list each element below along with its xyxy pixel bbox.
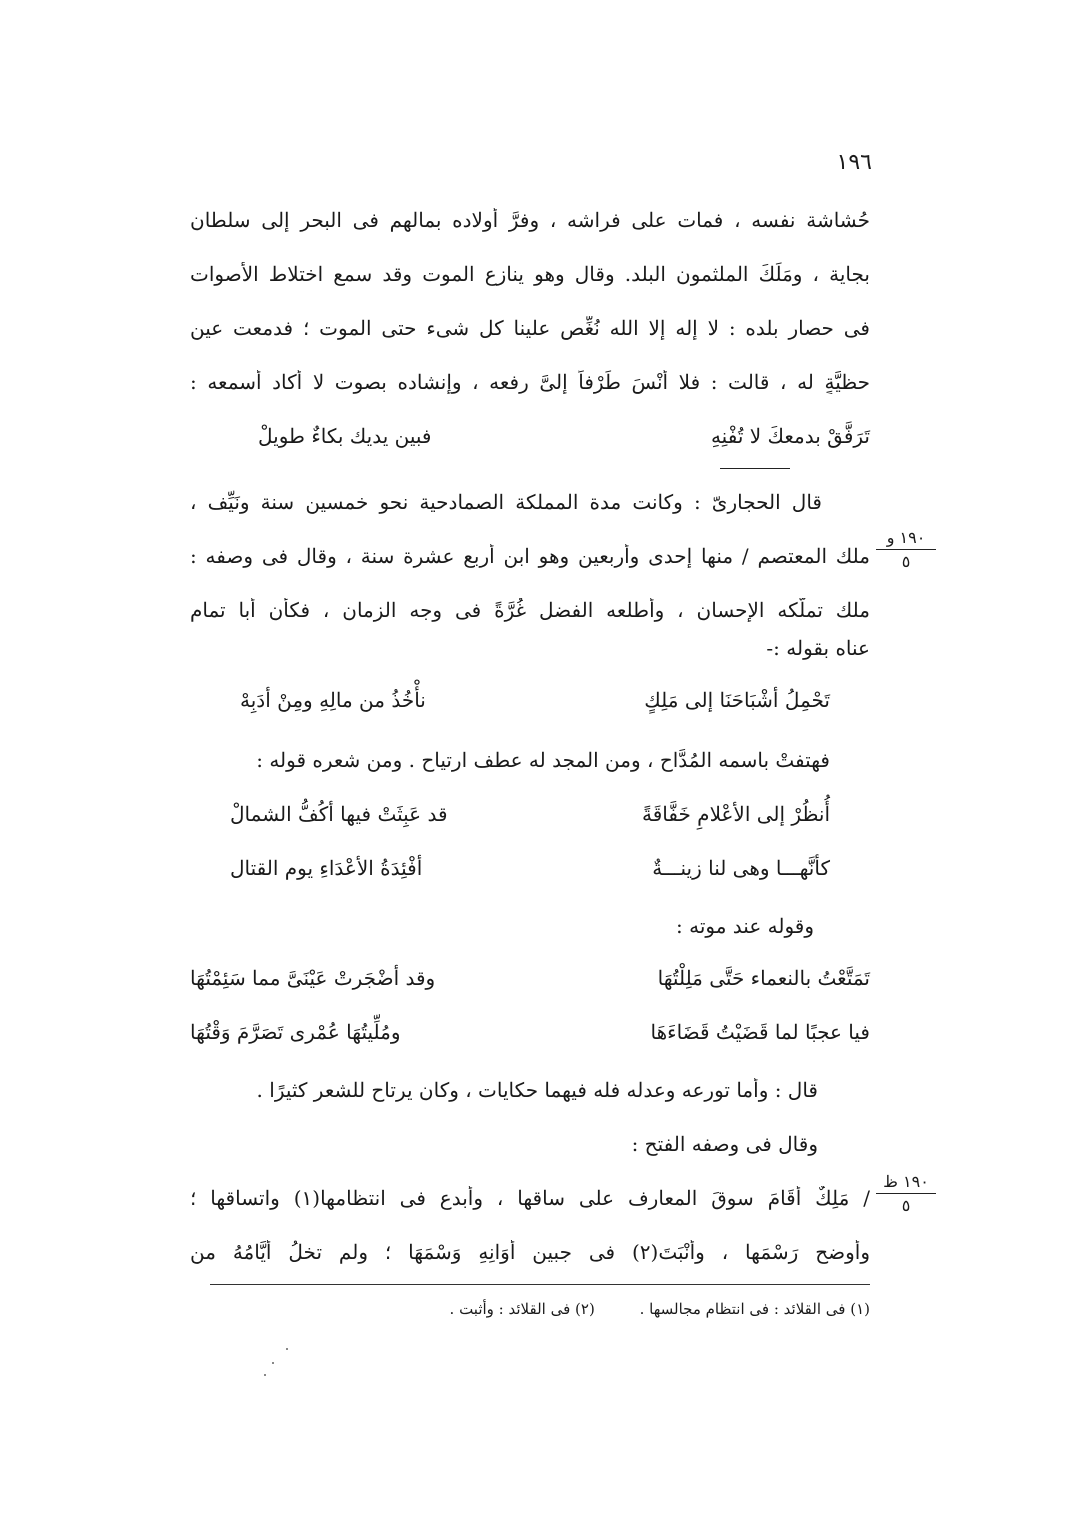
text-line: ملك المعتصم / منها إحدى وأربعين وهو ابن أربع عشرة سنة ، وقال فى وصفه :	[190, 544, 870, 568]
verse-line	[190, 1020, 870, 1050]
verse-first-hemistich: تَرَفَّقْ بدمعكَ لا تُفْنِهِ	[710, 424, 870, 448]
footnote-1: (١) فى القلائد : فى انتظام مجالسها .	[639, 1300, 870, 1318]
verse-first-hemistich: كأنَّهـــا وهى لنا زينـــةٌ	[652, 856, 830, 880]
footnotes	[330, 1300, 870, 1318]
verse-second-hemistich: فبين يديك بكاءٌ طويلْ	[258, 424, 432, 448]
verse-second-hemistich: نأْخُذُ من مالِهِ ومِنْ أدَبِهْ	[240, 688, 426, 712]
text-line: قال الحجارىّ : وكانت مدة المملكة الصمادحية نحو خمسين سنة ونَيِّف ،	[190, 490, 822, 514]
verse-line	[190, 966, 870, 996]
scan-speck	[286, 1348, 288, 1350]
verse-second-hemistich: ومُلِّيتُهَا عُمْرى تَصَرَّمَ وَقْتُهَا	[190, 1020, 401, 1044]
page-number: ١٩٦	[836, 150, 872, 175]
text-line: حظيَّةٍ له ، قالت : فلا أنْسَ طَرْفاً إلىَّ رفعه ، وإنشاده بصوت لا أكاد أسمعه :	[190, 370, 870, 394]
text-line: وقال فى وصفه الفتح :	[631, 1132, 818, 1156]
text-line: وقوله عند موته :	[676, 914, 814, 938]
text-line: ملك تملَّكه الإحسان ، وأطلعه الفضل غُرَّةً فى وجه الزمان ، فكأن أبا تمام	[190, 598, 870, 622]
text-line: / مَلِكٌ أقَامَ سوقَ المعارف على ساقها ، وأبدع فى انتظامها(١) واتساقها ؛	[190, 1186, 870, 1210]
text-line: قال : وأما تورعه وعدله فله فيهما حكايات ، وكان يرتاح للشعر كثيرًا .	[256, 1078, 818, 1102]
margin-folio-note	[876, 1172, 936, 1215]
section-divider	[720, 468, 790, 469]
scan-speck	[264, 1374, 266, 1376]
footnote-2: (٢) فى القلائد : وأثبت .	[449, 1300, 595, 1318]
verse-first-hemistich: فيا عجبًا لما قَضَيْتُ قَضَاءَهَا	[650, 1020, 870, 1044]
verse-second-hemistich: قد عَبِثَتْ فيها أكُفُّ الشمالْ	[230, 802, 448, 826]
verse-line	[230, 856, 870, 886]
text-line: وأوضح رَسْمَها ، وأنْبَتَ(٢) فى جبين أوَانِهِ وَسْمَهَا ؛ ولم تخلُ أيَّامُهُ من	[190, 1240, 870, 1264]
margin-folio-note	[876, 528, 936, 571]
scan-speck	[272, 1362, 274, 1364]
margin-folio-number: ١٩٠ ظ	[876, 1172, 936, 1194]
text-line: حُشاشة نفسه ، فمات على فراشه ، وفرَّ أولاده بمالهم فى البحر إلى سلطان	[190, 208, 870, 232]
text-line: فى حصار بلده : لا إله إلا الله نُغِّص علينا كل شىء حتى الموت ؛ فدمعت عين	[190, 316, 870, 340]
verse-first-hemistich: تَمَتَّعْتُ بالنعماء حَتَّى مَلِلْتُهَا	[657, 966, 870, 990]
margin-line-number: ٥	[901, 552, 911, 571]
verse-first-hemistich: أُنظُرْ إلى الأعْلامِ خَفَّاقَةً	[641, 802, 830, 826]
verse-second-hemistich: أفْئِدَةُ الأعْدَاءِ يوم القتال	[230, 856, 423, 880]
text-line: عناه بقوله :-	[766, 636, 870, 660]
verse-first-hemistich: تَحْمِلُ أشْبَاحَنَا إلى مَلِكٍ	[644, 688, 830, 712]
margin-line-number: ٥	[901, 1196, 911, 1215]
text-line: فهتفتْ باسمه المُدَّاح ، ومن المجد له عطف ارتياح . ومن شعره قوله :	[256, 748, 830, 772]
verse-line	[240, 688, 870, 718]
text-line: بجاية ، ومَلَكَ الملثمون البلد. وقال وهو ينازع الموت وقد سمع اختلاط الأصوات	[190, 262, 870, 286]
verse-line	[230, 802, 870, 832]
verse-second-hemistich: وقد أضْجَرتْ عَيْنَىَّ مما سَئِمْتُهَا	[190, 966, 436, 990]
verse-line	[240, 424, 870, 454]
margin-folio-number: ١٩٠ و	[876, 528, 936, 550]
footnote-rule	[210, 1284, 870, 1285]
